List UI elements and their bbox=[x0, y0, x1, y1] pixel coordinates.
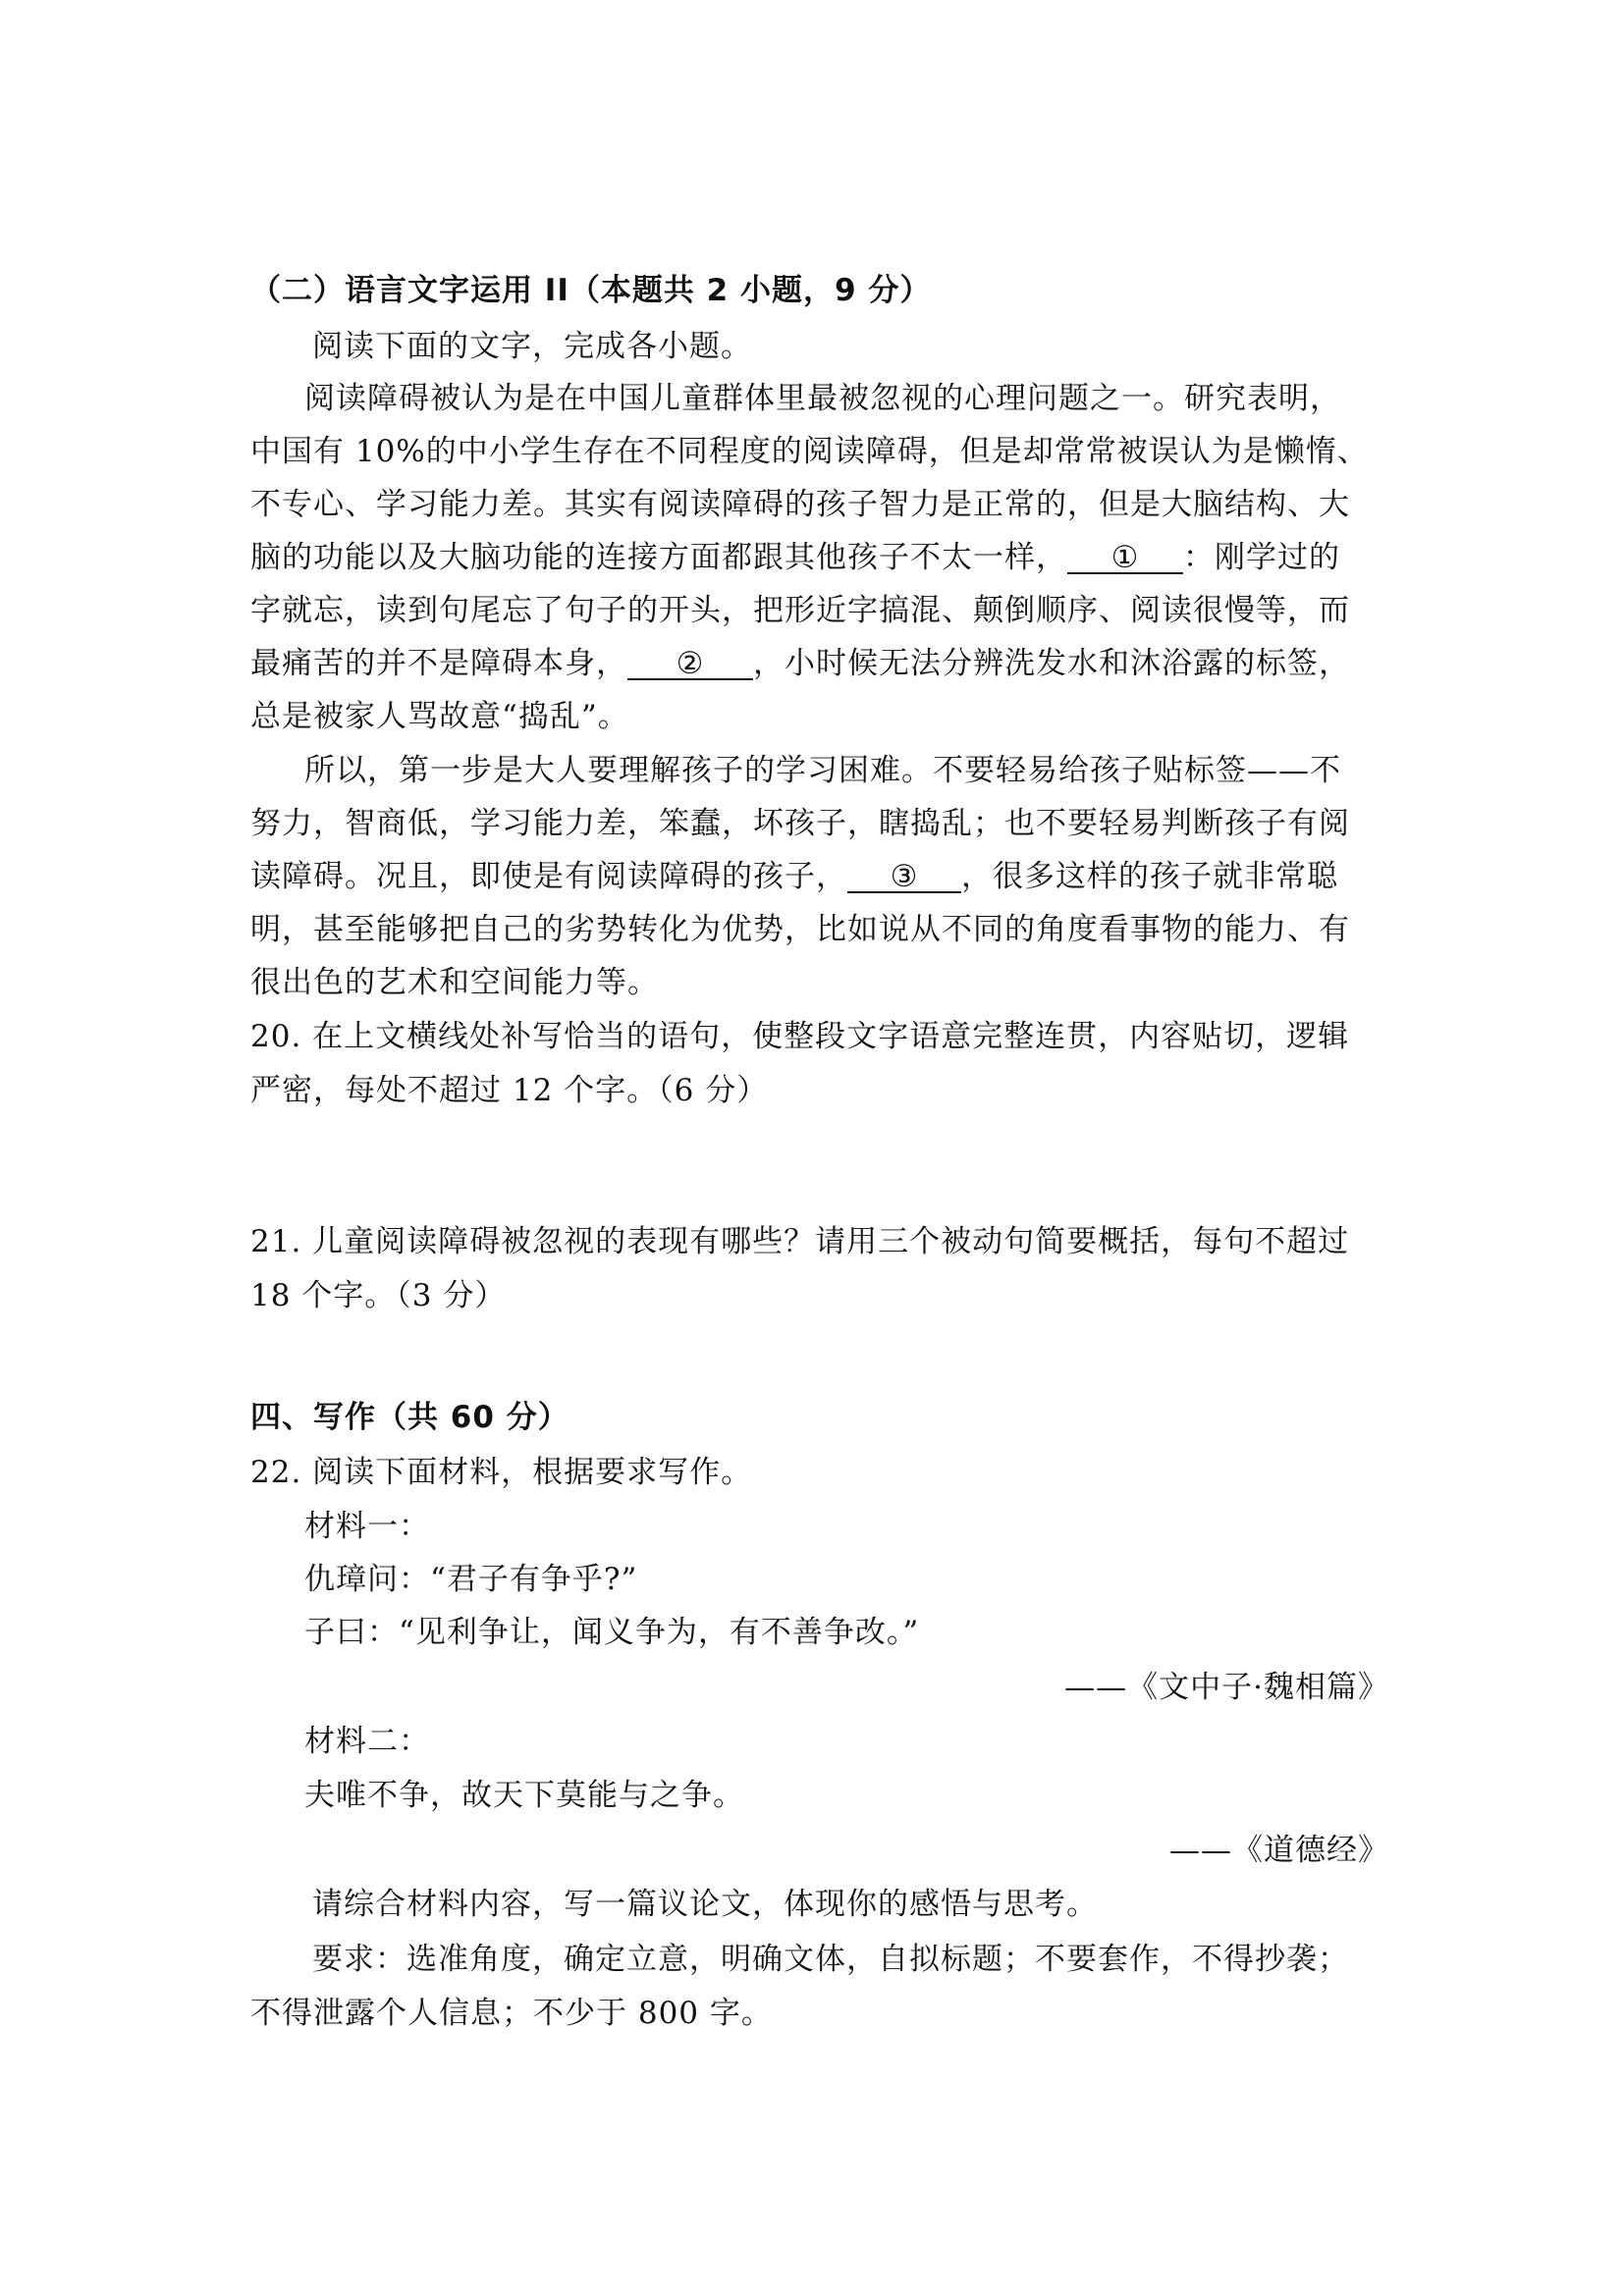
passage-line: 努力，智商低，学习能力差，笨蠢，坏孩子，瞎捣乱；也不要轻易判断孩子有阅 bbox=[250, 806, 1350, 841]
passage-line: 总是被家人骂故意“捣乱”。 bbox=[250, 699, 629, 734]
passage-line: 不专心、学习能力差。其实有阅读障碍的孩子智力是正常的，但是大脑结构、大 bbox=[250, 487, 1350, 522]
question-20: 20. 在上文横线处补写恰当的语句，使整段文字语意完整连贯，内容贴切，逻辑 bbox=[250, 1019, 1350, 1054]
material-1-label: 材料一： bbox=[304, 1509, 430, 1544]
passage-text: ：刚学过的 bbox=[1183, 540, 1340, 575]
passage-line: 所以，第一步是大人要理解孩子的学习困难。不要轻易给孩子贴标签——不 bbox=[304, 753, 1341, 788]
material-1-source: ——《文中子·魏相篇》 bbox=[1064, 1670, 1389, 1705]
question-20-cont: 严密，每处不超过 12 个字。（6 分） bbox=[250, 1073, 769, 1108]
passage-line: 阅读障碍被认为是在中国儿童群体里最被忽视的心理问题之一。研究表明， bbox=[304, 381, 1341, 416]
blank-1: ① bbox=[1067, 543, 1183, 574]
material-2-text: 夫唯不争，故天下莫能与之争。 bbox=[304, 1778, 744, 1813]
passage-text: 最痛苦的并不是障碍本身， bbox=[250, 646, 627, 681]
question-22: 22. 阅读下面材料，根据要求写作。 bbox=[250, 1455, 753, 1490]
passage-line: 明，甚至能够把自己的劣势转化为优势，比如说从不同的角度看事物的能力、有 bbox=[250, 912, 1350, 947]
passage-line-with-blank-2 bbox=[250, 644, 1389, 683]
passage-line: 字就忘，读到句尾忘了句子的开头，把形近字搞混、颠倒顺序、阅读很慢等，而 bbox=[250, 593, 1350, 628]
section-4-heading: 四、写作（共 60 分） bbox=[250, 1400, 569, 1435]
passage-line-with-blank-1 bbox=[250, 538, 1389, 577]
question-21: 21. 儿童阅读障碍被忽视的表现有哪些？请用三个被动句简要概括，每句不超过 bbox=[250, 1224, 1350, 1259]
material-2-label: 材料二： bbox=[304, 1724, 430, 1759]
passage-line: 很出色的艺术和空间能力等。 bbox=[250, 965, 659, 1000]
writing-requirements-cont: 不得泄露个人信息；不少于 800 字。 bbox=[250, 1996, 773, 2031]
writing-requirements: 要求：选准角度，确定立意，明确文体，自拟标题；不要套作，不得抄袭； bbox=[312, 1942, 1349, 1977]
passage-text: 脑的功能以及大脑功能的连接方面都跟其他孩子不太一样， bbox=[250, 540, 1067, 575]
material-1-answer: 子曰：“见利争让，闻义争为，有不善争改。” bbox=[304, 1615, 920, 1650]
passage-text: ，很多这样的孩子就非常聪 bbox=[961, 859, 1338, 894]
passage-line: 中国有 10%的中小学生存在不同程度的阅读障碍，但是却常常被误认为是懒惰、 bbox=[250, 434, 1369, 469]
passage-text: ，小时候无法分辨洗发水和沐浴露的标签， bbox=[753, 646, 1350, 681]
passage-line-with-blank-3 bbox=[250, 857, 1389, 896]
blank-2: ② bbox=[627, 649, 753, 680]
writing-task: 请综合材料内容，写一篇议论文，体现你的感悟与思考。 bbox=[312, 1887, 1098, 1922]
material-1-question: 仇璋问：“君子有争乎?” bbox=[304, 1562, 638, 1597]
passage-text: 读障碍。况且，即使是有阅读障碍的孩子， bbox=[250, 859, 847, 894]
section-2-heading: （二）语言文字运用 II（本题共 2 小题，9 分） bbox=[250, 273, 932, 308]
blank-3: ③ bbox=[847, 862, 961, 893]
material-2-source: ——《道德经》 bbox=[1169, 1833, 1389, 1868]
reading-instruction: 阅读下面的文字，完成各小题。 bbox=[312, 329, 752, 364]
question-21-cont: 18 个字。（3 分） bbox=[250, 1278, 507, 1313]
